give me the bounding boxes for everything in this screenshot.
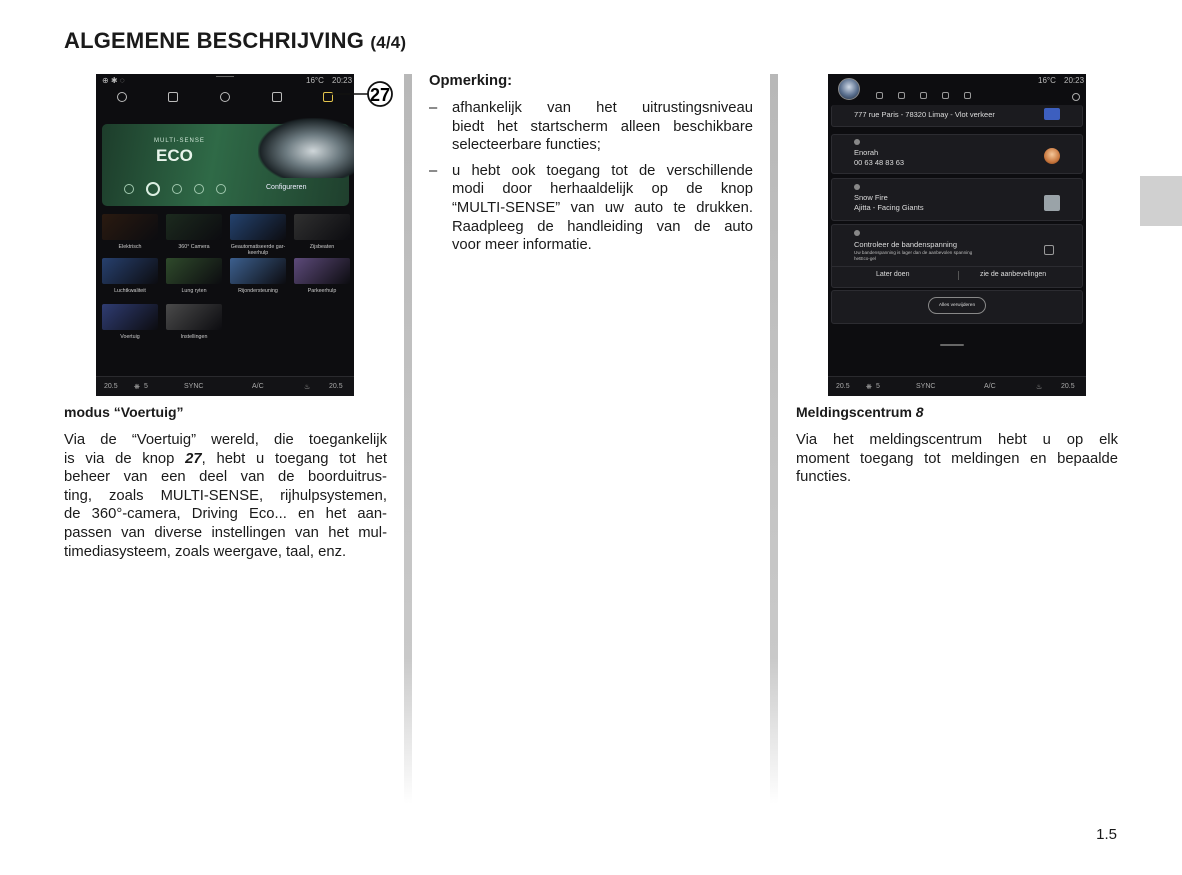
bluetooth-icon[interactable] [920, 92, 927, 99]
tile-label: Zijsbeaten [309, 244, 335, 250]
vehicle-tile[interactable] [166, 258, 222, 294]
left-body-line: timediasysteem, zoals weergave, taal, enz. [64, 543, 347, 560]
multimedia-screen-notifications [828, 74, 1086, 396]
climate-bar [828, 376, 1086, 396]
tile-label: Parkeerhulp [307, 288, 337, 294]
vehicle-tile[interactable] [166, 304, 222, 340]
music-icon [854, 184, 860, 190]
status-time: 20:23 [332, 76, 353, 85]
sync-button[interactable]: SYNC [184, 383, 204, 390]
track-title: Snow Fire [854, 193, 888, 202]
eco-mode-icon[interactable] [146, 182, 160, 196]
apps-icon[interactable] [272, 92, 282, 102]
multi-sense-card[interactable] [102, 124, 349, 206]
vehicle-tile[interactable] [102, 304, 158, 340]
ac-button[interactable]: A/C [252, 383, 264, 390]
vehicle-tile[interactable] [294, 214, 350, 250]
column-divider-right [770, 74, 778, 804]
vehicle-tile[interactable] [230, 214, 286, 256]
left-body-line: ting, zoals MULTI-SENSE, rijhulpsystemen, [64, 487, 387, 504]
vehicle-tile[interactable] [166, 214, 222, 250]
navigation-icon[interactable] [117, 92, 127, 102]
tile-image [102, 258, 158, 284]
profile-avatar[interactable] [838, 78, 860, 100]
wifi-icon[interactable] [876, 92, 883, 99]
page-title-text: ALGEMENE BESCHRIJVING [64, 28, 365, 53]
action-divider [958, 271, 959, 280]
data-icon[interactable] [942, 92, 949, 99]
nav-destination: 777 rue Paris - 78320 Limay - Vlot verkeer [854, 110, 995, 119]
right-caption [796, 404, 924, 420]
remark-line: selecteerbare functies; [452, 137, 601, 154]
remark-item [429, 162, 753, 255]
gear-icon[interactable] [1072, 93, 1080, 101]
tile-label: Rijondersteuning [238, 288, 278, 294]
seat-heat-icon[interactable]: ♨ [304, 384, 311, 391]
right-body-line: Via het meldingscentrum hebt u op elk [796, 432, 1118, 448]
card-divider [832, 266, 1082, 267]
tile-image [102, 304, 158, 330]
vehicle-tile[interactable] [294, 258, 350, 294]
mode-selector [124, 184, 226, 196]
snow-mode-icon[interactable] [216, 184, 226, 194]
ac-button[interactable]: A/C [984, 383, 996, 390]
tile-label: Lung ryten [181, 288, 207, 294]
later-button[interactable]: Later doen [876, 271, 910, 278]
chapter-tab [1140, 176, 1182, 226]
tile-label: Elektrisch [118, 244, 142, 250]
tile-image [294, 258, 350, 284]
fan-icon[interactable]: ❋ [866, 384, 872, 391]
tile-label: Instellingen [180, 334, 208, 340]
vehicle-tile[interactable] [102, 258, 158, 294]
contact-phone: 00 63 48 83 63 [854, 158, 905, 167]
page-title [64, 28, 406, 54]
page-number: 1.5 [1096, 826, 1117, 843]
top-nav [96, 84, 354, 110]
status-temperature: 16°C [306, 76, 324, 85]
multimedia-screen-vehicle [96, 74, 354, 396]
tile-image [102, 214, 158, 240]
right-body-text [796, 431, 1118, 487]
clear-all-button[interactable]: Alles verwijderen [928, 297, 986, 314]
remark-line: biedt het startscherm alleen beschikbare [452, 118, 753, 135]
tile-label: Luchtkwaliteit [114, 288, 146, 294]
right-caption-text: Meldingscentrum [796, 404, 912, 420]
multi-sense-label: MULTI-SENSE [154, 138, 205, 144]
temp-right[interactable]: 20.5 [329, 383, 343, 390]
configure-button[interactable]: Configureren [266, 184, 307, 191]
status-handle [216, 76, 234, 77]
left-caption: modus “Voertuig” [64, 404, 184, 420]
contact-photo [1044, 148, 1060, 164]
callout-27 [330, 80, 396, 110]
vehicle-tile[interactable] [102, 214, 158, 250]
status-temperature: 16°C [1038, 76, 1056, 85]
comfort-mode-icon[interactable] [124, 184, 134, 194]
recommendations-button[interactable]: zie de aanbevelingen [980, 271, 1047, 278]
phone-icon[interactable] [220, 92, 230, 102]
dash-bullet: – [429, 100, 438, 116]
tile-label: 360° Camera [178, 244, 210, 250]
temp-left[interactable]: 20.5 [104, 383, 118, 390]
remark-item [429, 99, 753, 155]
drawer-handle[interactable] [940, 344, 964, 346]
remark-line: Raadpleeg de handleiding van de auto [452, 218, 753, 235]
fan-speed[interactable]: 5 [876, 383, 880, 390]
tyre-title: Controleer de bandenspanning [854, 240, 957, 249]
phone-icon [854, 139, 860, 145]
eco-mode-label: ECO [156, 146, 193, 165]
notification-tyre-pressure[interactable] [831, 224, 1083, 288]
page-title-suffix: (4/4) [370, 33, 407, 52]
location-icon[interactable] [898, 92, 905, 99]
music-icon[interactable] [168, 92, 178, 102]
column-divider-left [404, 74, 412, 804]
warning-icon [854, 230, 860, 236]
perso-mode-icon[interactable] [194, 184, 204, 194]
fan-icon[interactable]: ❋ [134, 384, 140, 391]
tyre-detail: Uw bandenspanning is lager dan de aanbevolen spanning hetEco-gel [854, 250, 973, 261]
status-time: 20:23 [1064, 76, 1085, 85]
nfc-icon[interactable] [964, 92, 971, 99]
tile-image [166, 304, 222, 330]
tile-image [230, 258, 286, 284]
album-cover [1044, 195, 1060, 211]
tile-label: Geautomatiseerde gar- keerhulp [230, 244, 286, 257]
temp-right[interactable]: 20.5 [1061, 383, 1075, 390]
tile-image [294, 214, 350, 240]
left-body-line: beheer van een deel van de boorduitrus- [64, 469, 387, 486]
navigation-arrow-icon [1044, 108, 1060, 120]
sync-button[interactable]: SYNC [916, 383, 936, 390]
tyre-pressure-icon [1044, 245, 1054, 255]
temp-left[interactable]: 20.5 [836, 383, 850, 390]
notification-music[interactable] [831, 178, 1083, 221]
climate-bar [96, 376, 354, 396]
left-body-line: passen van diverse instellingen van het mul- [64, 524, 387, 541]
tile-image [230, 214, 286, 240]
left-body-line: Via de “Voertuig” wereld, die toegankelijk [64, 432, 387, 448]
notification-call[interactable] [831, 134, 1083, 174]
left-body-line: de 360°-camera, Driving Eco... en het aan- [64, 506, 387, 523]
remark-line: “MULTI-SENSE” van uw auto te drukken. [452, 199, 753, 216]
status-icons: ⊕ ✱ ◌ [102, 76, 125, 85]
quick-toggles [876, 92, 971, 99]
fan-speed[interactable]: 5 [144, 383, 148, 390]
sport-mode-icon[interactable] [172, 184, 182, 194]
vehicle-tile[interactable] [230, 258, 286, 294]
tile-image [166, 214, 222, 240]
tile-image [166, 258, 222, 284]
right-caption-number: 8 [915, 404, 924, 420]
remark-title: Opmerking: [429, 73, 513, 89]
left-body-line: is via de knop 27, hebt u toegang tot het [64, 450, 387, 467]
callout-27-number: 27 [369, 85, 391, 105]
seat-heat-icon[interactable]: ♨ [1036, 384, 1043, 391]
knob-number: 27 [185, 450, 202, 467]
tile-label: Voertuig [120, 334, 140, 340]
remark-line: u hebt ook toegang tot de verschillende [452, 162, 753, 179]
right-body-line: moment toegang tot meldingen en bepaalde [796, 450, 1118, 467]
remark-line: afhankelijk van het uitrustingsniveau [452, 100, 753, 116]
track-artist: Ajitta - Facing Giants [854, 203, 924, 212]
remark-line: voor meer informatie. [452, 237, 592, 254]
dash-bullet: – [429, 162, 438, 179]
remark-list [429, 99, 753, 262]
remark-line: modi door herhaaldelijk op de knop [452, 181, 753, 198]
notification-navigation[interactable] [831, 105, 1083, 127]
car-image [258, 118, 354, 178]
left-body-text [64, 431, 387, 561]
right-body-line: functies. [796, 469, 852, 486]
contact-name: Enorah [854, 148, 879, 157]
